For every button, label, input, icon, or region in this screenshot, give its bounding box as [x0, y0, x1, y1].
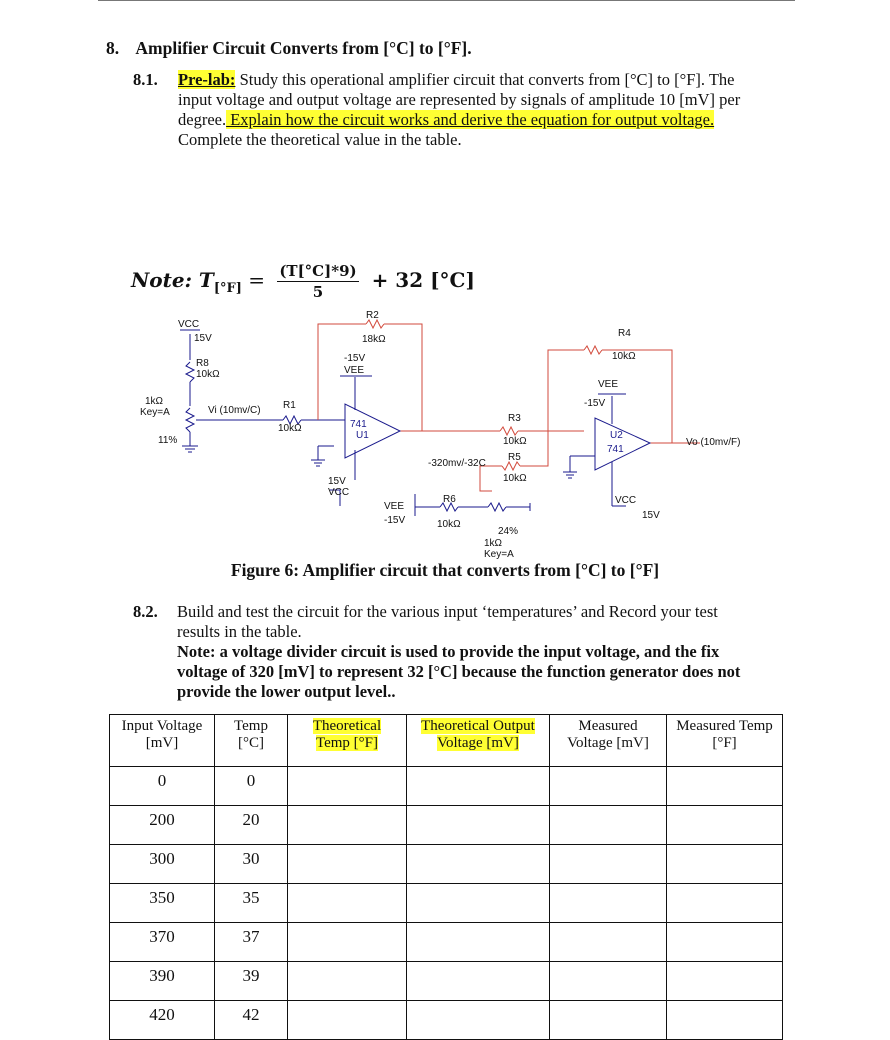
r8-value: 10kΩ	[196, 369, 220, 380]
r5-label: R5	[508, 452, 521, 463]
r6-value: 10kΩ	[437, 519, 461, 530]
note-sub: [°F]	[213, 281, 242, 296]
results-table	[109, 714, 783, 1040]
section-title: Amplifier Circuit Converts from [°C] to [°F].	[135, 38, 472, 58]
build-test-paragraph	[133, 602, 803, 702]
table-row: 300 30	[110, 845, 783, 884]
vo-label: Vo (10mv/F)	[686, 437, 741, 448]
prelab-line-2: input voltage and output voltage are represented by signals of amplitude 10 [mV] per	[178, 90, 741, 109]
pot1-resistor	[186, 408, 194, 432]
note-label: Note: T	[131, 268, 214, 292]
supply-wires	[311, 376, 626, 516]
vee3-voltage: -15V	[384, 515, 406, 526]
section-heading	[106, 38, 472, 59]
r1-value: 10kΩ	[278, 423, 302, 434]
prelab-line-1: Study this operational amplifier circuit that converts from [°C] to [°F]. The	[235, 70, 735, 89]
build-note-2: voltage of 320 [mV] to represent 32 [°C] because the function generator does not	[177, 662, 741, 681]
build-line-1: Build and test the circuit for the various input ‘temperatures’ and Record your test	[177, 602, 718, 621]
vcc2-voltage: 15V	[642, 510, 660, 521]
r8-resistor	[186, 362, 194, 382]
vcc-top-voltage: 15V	[194, 333, 212, 344]
table-row: 350 35	[110, 884, 783, 923]
col-measured-voltage: Measured Voltage [mV]	[550, 715, 667, 767]
r2-label: R2	[366, 310, 379, 321]
prelab-paragraph	[133, 70, 793, 150]
r8-label: R8	[196, 358, 209, 369]
r6-label: R6	[443, 494, 456, 505]
formula-tail: + 32 [°C]	[364, 268, 475, 292]
u1-opamp	[345, 404, 400, 458]
col-measured-temp: Measured Temp [°F]	[667, 715, 783, 767]
pot2-percent: 24%	[498, 526, 519, 537]
pot1-percent: 11%	[158, 435, 178, 446]
pot2-key: Key=A	[484, 549, 514, 560]
table-header-row	[110, 715, 783, 767]
build-line-2: results in the table.	[177, 622, 302, 641]
u1-feedback-wires	[318, 320, 700, 491]
formula-denominator: 5	[312, 283, 324, 301]
pot1-key: Key=A	[140, 407, 170, 418]
formula-numerator: (T[°C]*9)	[279, 262, 357, 280]
build-note-3: provide the lower output level..	[177, 682, 396, 701]
u2-model: 741	[607, 444, 624, 455]
vee1-voltage: -15V	[344, 353, 366, 364]
vcc1-voltage: 15V	[328, 476, 346, 487]
vcc2-label: VCC	[615, 495, 637, 506]
col-theoretical-voltage: Theoretical Output Voltage [mV]	[407, 715, 550, 767]
r3-label: R3	[508, 413, 521, 424]
r4-value: 10kΩ	[612, 351, 636, 362]
vi-label: Vi (10mv/C)	[208, 405, 261, 416]
vee2-voltage: -15V	[584, 398, 606, 409]
vee2-label: VEE	[598, 379, 619, 390]
build-note-1: Note: a voltage divider circuit is used to provide the input voltage, and the fix	[177, 642, 720, 661]
table-row: 390 39	[110, 962, 783, 1001]
figure-caption: Figure 6: Amplifier circuit that converts from [°C] to [°F]	[230, 560, 660, 580]
subsection-number: 8.1.	[133, 70, 158, 89]
top-rule	[98, 0, 795, 1]
r1-label: R1	[283, 400, 296, 411]
vcc-top-label: VCC	[178, 319, 200, 330]
formula-fraction	[277, 262, 358, 301]
pot1-value: 1kΩ	[145, 396, 164, 407]
r5-value: 10kΩ	[503, 473, 527, 484]
col-temp-c: Temp [°C]	[215, 715, 288, 767]
col-input-voltage: Input Voltage [mV]	[110, 715, 215, 767]
u1-model: 741	[350, 419, 367, 430]
input-divider-wires	[180, 330, 345, 452]
r4-label: R4	[618, 328, 631, 339]
section-number: 8.	[106, 38, 120, 58]
offset-label: -320mv/-32C	[428, 458, 486, 469]
u1-label: U1	[356, 430, 369, 441]
u2-label: U2	[610, 430, 623, 441]
pot2-value: 1kΩ	[484, 538, 503, 549]
subsection-number-2: 8.2.	[133, 602, 158, 621]
table-row: 0 0	[110, 767, 783, 806]
vee1-label: VEE	[344, 365, 365, 376]
prelab-line-3a: degree.	[178, 110, 227, 129]
r2-value: 18kΩ	[362, 334, 386, 345]
prelab-label: Pre-lab:	[178, 70, 236, 89]
prelab-task: Explain how the circuit works and derive the equation for output voltage.	[226, 110, 715, 129]
table-row: 420 42	[110, 1001, 783, 1040]
amplifier-schematic	[0, 300, 890, 562]
conversion-formula	[131, 262, 475, 301]
vee3-label: VEE	[384, 501, 405, 512]
prelab-line-4: Complete the theoretical value in the table.	[178, 130, 462, 149]
r3-value: 10kΩ	[503, 436, 527, 447]
table-row: 200 20	[110, 806, 783, 845]
table-row: 370 37	[110, 923, 783, 962]
note-eq: =	[241, 268, 272, 292]
vcc1-label: VCC	[328, 487, 350, 498]
col-theoretical-temp: Theoretical Temp [°F]	[288, 715, 407, 767]
